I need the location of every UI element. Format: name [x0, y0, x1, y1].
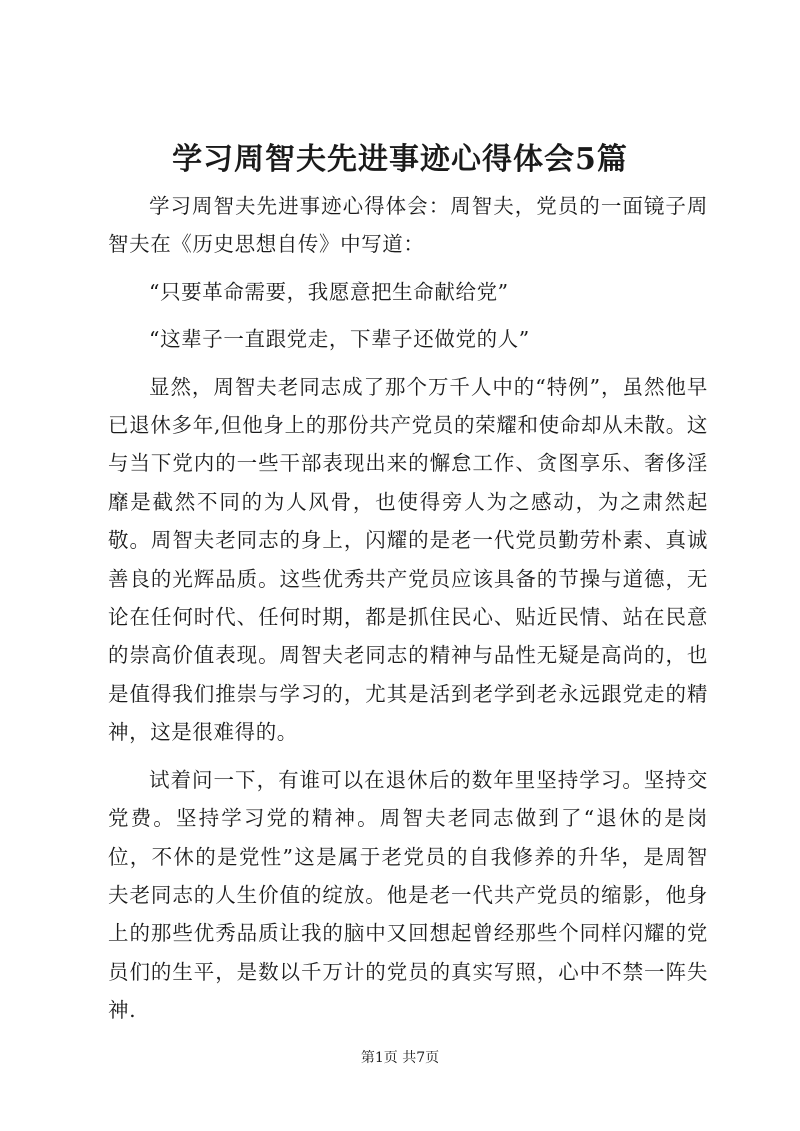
paragraph-main: 显然，周智夫老同志成了那个万千人中的“特例”，虽然他早已退休多年,但他身上的那份共产党员的荣耀和使命却从未散。这与当下党内的一些干部表现出来的懈怠工作、贪图享乐、奢侈淫靡是截然不同的为人风骨，也使得旁人为之感动，为之肃然起敬。周智夫老同志的身上，闪耀的是老一代党员勤劳朴素、真诚善良的光辉品质。这些优秀共产党员应该具备的节操与道德，无论在任何时代、任何时期，都是抓住民心、贴近民情、站在民意的崇高价值表现。周智夫老同志的精神与品性无疑是高尚的，也是值得我们推崇与学习的，尤其是活到老学到老永远跟党走的精神，这是很难得的。 — [108, 374, 708, 745]
paragraph-reflection: 试着问一下，有谁可以在退休后的数年里坚持学习。坚持交党费。坚持学习党的精神。周智夫老同志做到了“退休的是岗位，不休的是党性”这是属于老党员的自我修养的升华，是周智夫老同志的人生价值的绽放。他是老一代共产党员的缩影，他身上的那些优秀品质让我的脑中又回想起曾经那些个同样闪耀的党员们的生平，是数以千万计的党员的真实写照，心中不禁一阵失神. — [108, 767, 708, 1023]
paragraph-quote-2: “这辈子一直跟党走，下辈子还做党的人” — [149, 327, 530, 352]
document-title: 学习周智夫先进事迹心得体会5篇 — [172, 142, 628, 177]
document-body — [108, 187, 708, 1039]
paragraph-intro: 学习周智夫先进事迹心得体会：周智夫，党员的一面镜子周智夫在《历史思想自传》中写道： — [108, 194, 708, 257]
page-footer: 第1页 共7页 — [360, 1050, 440, 1066]
paragraph-quote-1: “只要革命需要，我愿意把生命献给党” — [149, 279, 509, 304]
